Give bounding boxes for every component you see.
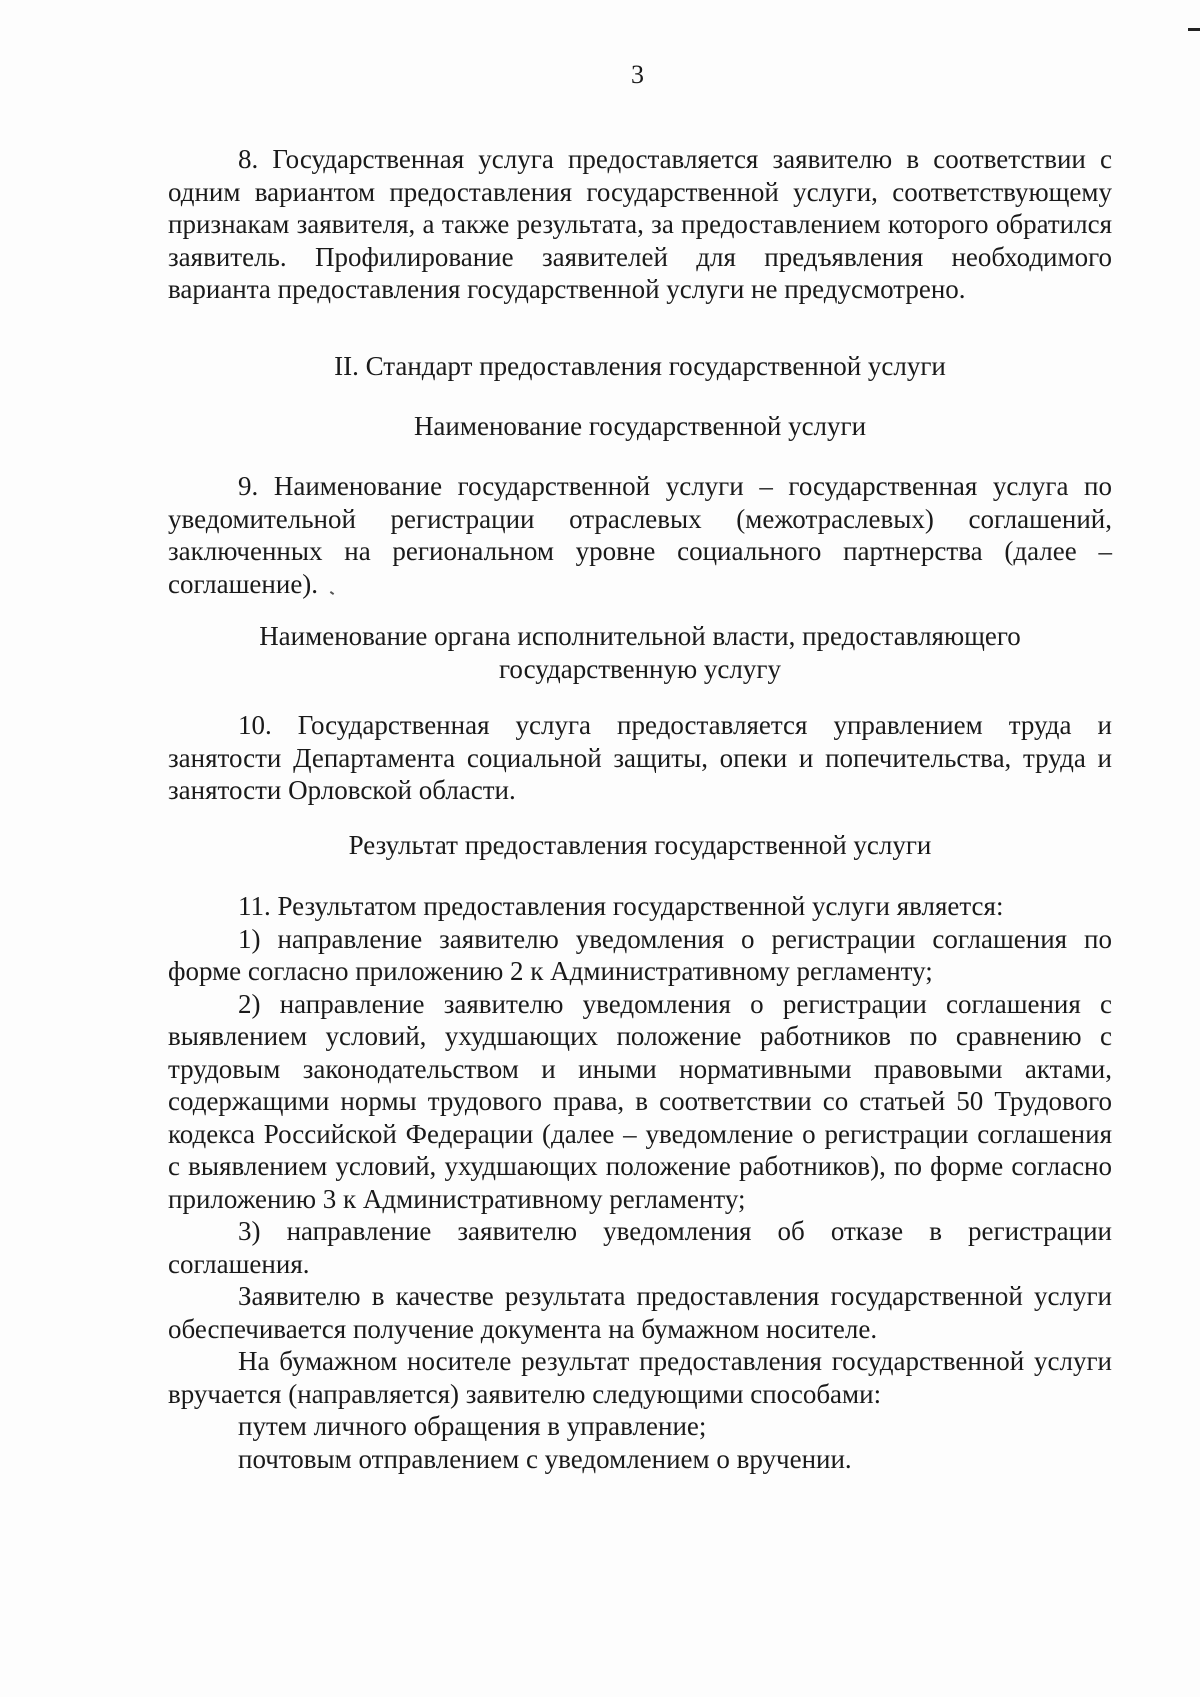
heading-result: Результат предоставления государственной услуги <box>348 830 932 860</box>
paragraph-8-block <box>168 143 1112 306</box>
heading-service-name: Наименование государственной услуги <box>413 411 867 441</box>
paragraph-11-item-3: 3) направление заявителю уведомления об отказе в регистрации соглашения. <box>168 1216 1112 1279</box>
paragraph-8: 8. Государственная услуга предоставляется заявителю в соответствии с одним вариантом предоставления государственной услуги, соответствующему признакам заявителя, а также результата, за предоставлением которого обратился заявитель. Профилирование заявителей для предъявления необходимого варианта предоставления государственной услуги не предусмотрено. <box>168 144 1112 304</box>
paragraph-paper-ways: На бумажном носителе результат предоставления государственной услуги вручается (направляется) заявителю следующими способами: <box>168 1346 1112 1409</box>
way-personal: путем личного обращения в управление; <box>238 1411 707 1441</box>
paragraph-11-item-2: 2) направление заявителю уведомления о регистрации соглашения с выявлением условий, ухудшающих положение работников по сравнению с трудовым законодательством и иными нормативными правовыми актами, содержащими нормы трудового права, в соответствии со статьей 50 Трудового кодекса Российской Федерации (далее – уведомление о регистрации соглашения с выявлением условий, ухудшающих положение работников), по форме согласно приложению 3 к Административному регламенту; <box>168 988 1112 1214</box>
paragraph-10-block <box>168 709 1112 807</box>
paragraph-11-block <box>168 890 1112 1475</box>
page-number: 3 <box>631 60 644 89</box>
paragraph-11-item-1: 1) направление заявителю уведомления о регистрации соглашения по форме согласно приложению 2 к Административному регламенту; <box>168 923 1112 986</box>
paragraph-9-block <box>168 470 1112 600</box>
paragraph-10: 10. Государственная услуга предоставляется управлением труда и занятости Департамента социальной защиты, опеки и попечительства, труда и занятости Орловской области. <box>168 710 1112 805</box>
heading-organ <box>168 620 1112 685</box>
paragraph-paper-document: Заявителю в качестве результата предоставления государственной услуги обеспечивается получение документа на бумажном носителе. <box>168 1281 1112 1344</box>
heading-organ-line-1: Наименование органа исполнительной власти, предоставляющего <box>259 621 1021 651</box>
scan-edge-mark <box>1188 28 1200 31</box>
paragraph-9: 9. Наименование государственной услуги – государственная услуга по уведомительной регистрации отраслевых (межотраслевых) соглашений, заключенных на региональном уровне социального партнерства (далее – соглашение). <box>168 471 1112 599</box>
paragraph-11-intro: 11. Результатом предоставления государственной услуги является: <box>238 891 1004 921</box>
section-title: II. Стандарт предоставления государственной услуги <box>334 351 946 381</box>
way-post: почтовым отправлением с уведомлением о вручении. <box>238 1443 852 1474</box>
heading-organ-line-2: государственную услугу <box>499 653 781 684</box>
